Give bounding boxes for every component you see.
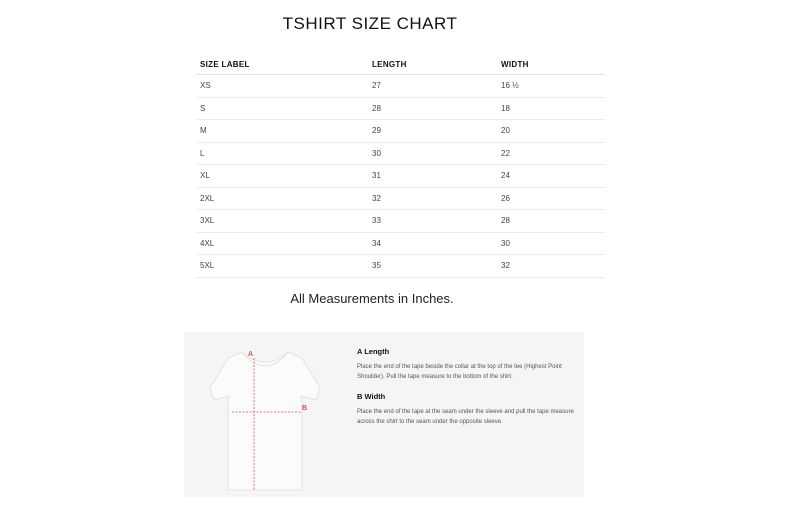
size-chart-table xyxy=(196,54,605,278)
size-cell: 2XL xyxy=(196,187,368,210)
table-row xyxy=(196,232,605,255)
width-cell: 24 xyxy=(497,165,605,188)
measurement-unit-note: All Measurements in Inches. xyxy=(290,291,454,306)
width-cell: 28 xyxy=(497,210,605,233)
length-cell: 32 xyxy=(368,187,497,210)
page-title: TSHIRT SIZE CHART xyxy=(282,14,458,33)
width-cell: 16 ½ xyxy=(497,75,605,98)
size-cell: XS xyxy=(196,75,368,98)
table-row xyxy=(196,120,605,143)
width-cell: 32 xyxy=(497,255,605,278)
width-cell: 22 xyxy=(497,142,605,165)
width-cell: 18 xyxy=(497,97,605,120)
tshirt-illustration xyxy=(198,340,328,495)
size-cell: L xyxy=(196,142,368,165)
tshirt-shape xyxy=(210,352,320,490)
width-instruction-title: B Width xyxy=(357,392,386,401)
length-cell: 28 xyxy=(368,97,497,120)
width-instruction-text: Place the end of the tape at the seam under the sleeve and pull the tape measure across the shirt to the seam under the opposite sleeve. xyxy=(357,409,574,425)
length-instruction-title: A Length xyxy=(357,347,390,356)
measurement-guide xyxy=(184,332,584,497)
length-cell: 31 xyxy=(368,165,497,188)
column-header-size-label: SIZE LABEL xyxy=(196,54,368,75)
length-cell: 35 xyxy=(368,255,497,278)
width-cell: 20 xyxy=(497,120,605,143)
marker-a-label: A xyxy=(248,351,254,358)
size-cell: 5XL xyxy=(196,255,368,278)
table-row xyxy=(196,165,605,188)
table-row xyxy=(196,75,605,98)
length-cell: 29 xyxy=(368,120,497,143)
measurement-instructions xyxy=(357,347,577,437)
size-cell: S xyxy=(196,97,368,120)
length-cell: 30 xyxy=(368,142,497,165)
length-cell: 27 xyxy=(368,75,497,98)
marker-b-label: B xyxy=(302,405,308,412)
length-cell: 33 xyxy=(368,210,497,233)
size-cell: M xyxy=(196,120,368,143)
table-row xyxy=(196,187,605,210)
table-header-row xyxy=(196,54,605,75)
length-instruction-text: Place the end of the tape beside the collar at the top of the tee (Highest Point Shoulder). Pull the tape measure to the bottom of the shirt. xyxy=(357,364,562,380)
table-row xyxy=(196,97,605,120)
size-cell: 3XL xyxy=(196,210,368,233)
length-cell: 34 xyxy=(368,232,497,255)
width-cell: 30 xyxy=(497,232,605,255)
column-header-width: WIDTH xyxy=(497,54,605,75)
table-row xyxy=(196,142,605,165)
tshirt-diagram xyxy=(198,340,328,495)
table-row xyxy=(196,210,605,233)
size-cell: XL xyxy=(196,165,368,188)
column-header-length: LENGTH xyxy=(368,54,497,75)
table-row xyxy=(196,255,605,278)
size-cell: 4XL xyxy=(196,232,368,255)
width-cell: 26 xyxy=(497,187,605,210)
